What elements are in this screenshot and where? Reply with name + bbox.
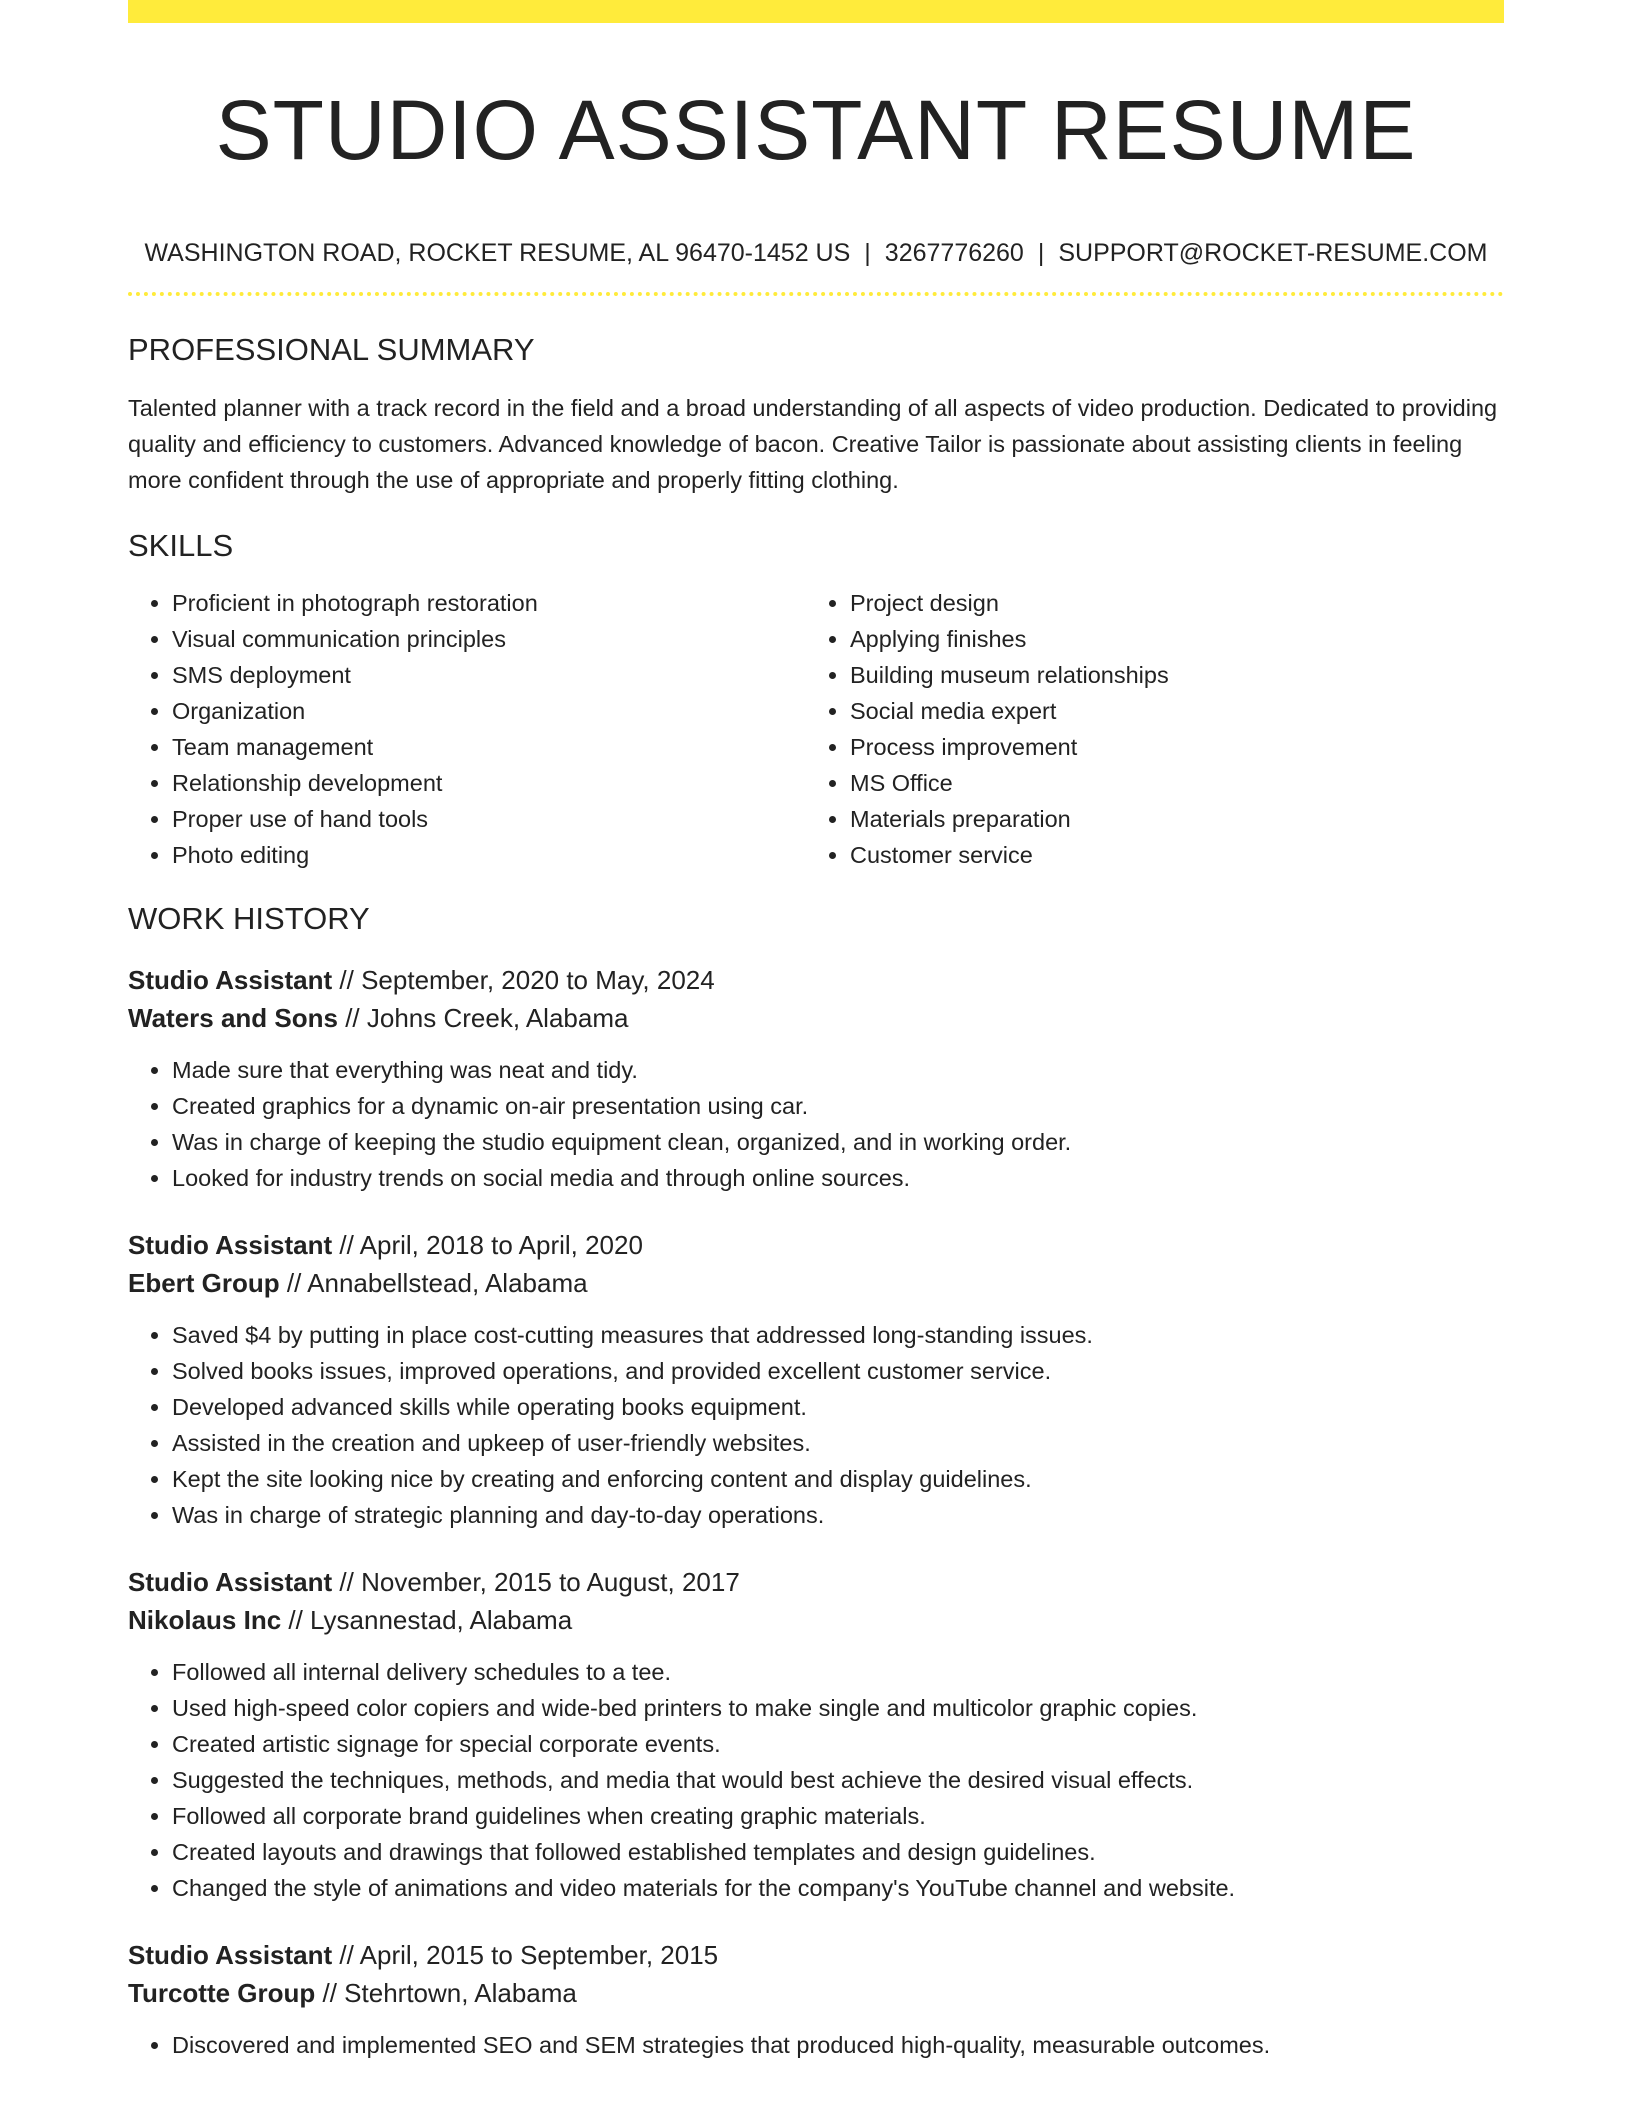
- job-bullet: • Followed all corporate brand guidelines when creating graphic materials.: [172, 1798, 1504, 1834]
- job-dates: // April, 2015 to September, 2015: [339, 1940, 719, 1970]
- job-title: Studio Assistant: [128, 1230, 333, 1260]
- resume-content: [128, 70, 1504, 2063]
- skill-item: • Proficient in photograph restoration: [172, 585, 806, 621]
- contact-address: WASHINGTON ROAD, ROCKET RESUME, AL 96470-1452 US: [144, 239, 851, 267]
- job-title-line: [128, 1936, 1504, 1974]
- contact-line: [128, 236, 1504, 270]
- skill-item: • Proper use of hand tools: [172, 801, 806, 837]
- skill-item: • SMS deployment: [172, 657, 806, 693]
- job-bullet: • Used high-speed color copiers and wide-bed printers to make single and multicolor graphic copies.: [172, 1690, 1504, 1726]
- summary-text: Talented planner with a track record in the field and a broad understanding of all aspects of video production. Dedicated to providing quality and efficiency to customers. Advanced knowledge of bacon. Creative Tailor is passionate about assisting clients in feeling more confident through the use of appropriate and properly fitting clothing.: [128, 395, 1498, 493]
- job-bullet: • Kept the site looking nice by creating and enforcing content and display guidelines.: [172, 1461, 1504, 1497]
- job-bullet: • Saved $4 by putting in place cost-cutting measures that addressed long-standing issues.: [172, 1317, 1504, 1353]
- work-history-heading: WORK HISTORY: [128, 901, 370, 936]
- job-bullet: • Developed advanced skills while operating books equipment.: [172, 1389, 1504, 1425]
- skill-item: • Materials preparation: [850, 801, 1484, 837]
- job-entry: [128, 1226, 1504, 1533]
- contact-separator: |: [1037, 239, 1045, 267]
- job-bullet: • Created graphics for a dynamic on-air presentation using car.: [172, 1088, 1504, 1124]
- accent-bar: [128, 0, 1504, 23]
- job-company-line: [128, 1601, 1504, 1639]
- job-bullets: [128, 1654, 1504, 1906]
- skill-item: • Process improvement: [850, 729, 1484, 765]
- job-bullet: • Assisted in the creation and upkeep of user-friendly websites.: [172, 1425, 1504, 1461]
- job-entry: [128, 1563, 1504, 1906]
- job-dates: // September, 2020 to May, 2024: [339, 965, 715, 995]
- dotted-divider: [128, 292, 1504, 296]
- job-bullet: • Made sure that everything was neat and tidy.: [172, 1052, 1504, 1088]
- job-bullet: • Was in charge of keeping the studio equipment clean, organized, and in working order.: [172, 1124, 1504, 1160]
- job-company-line: [128, 1974, 1504, 2012]
- job-title-line: [128, 961, 1504, 999]
- job-bullet: • Followed all internal delivery schedules to a tee.: [172, 1654, 1504, 1690]
- skills-columns: [128, 585, 1504, 873]
- job-company-line: [128, 999, 1504, 1037]
- job-company: Turcotte Group: [128, 1978, 316, 2008]
- job-dates: // April, 2018 to April, 2020: [339, 1230, 643, 1260]
- skill-item: • Social media expert: [850, 693, 1484, 729]
- skill-item: • Organization: [172, 693, 806, 729]
- job-bullet: • Changed the style of animations and video materials for the company's YouTube channel and website.: [172, 1870, 1504, 1906]
- contact-email[interactable]: SUPPORT@ROCKET-RESUME.COM: [1058, 239, 1488, 267]
- contact-phone: 3267776260: [884, 239, 1024, 267]
- job-bullet: • Looked for industry trends on social media and through online sources.: [172, 1160, 1504, 1196]
- contact-separator: |: [864, 239, 871, 267]
- job-company: Ebert Group: [128, 1268, 280, 1298]
- job-bullets: [128, 1052, 1504, 1196]
- job-company: Waters and Sons: [128, 1003, 338, 1033]
- job-bullet: • Created layouts and drawings that followed established templates and design guidelines.: [172, 1834, 1504, 1870]
- job-title-line: [128, 1226, 1504, 1264]
- skill-item: • Applying finishes: [850, 621, 1484, 657]
- skill-item: • Visual communication principles: [172, 621, 806, 657]
- skills-list-right: [806, 585, 1484, 873]
- resume-title: STUDIO ASSISTANT RESUME: [215, 83, 1417, 177]
- job-bullets: [128, 2027, 1504, 2063]
- skill-item: • Project design: [850, 585, 1484, 621]
- skills-list-left: [128, 585, 806, 873]
- job-title: Studio Assistant: [128, 1940, 333, 1970]
- job-bullet: • Suggested the techniques, methods, and media that would best achieve the desired visual effects.: [172, 1762, 1504, 1798]
- skill-item: • MS Office: [850, 765, 1484, 801]
- job-bullet: • Was in charge of strategic planning and day-to-day operations.: [172, 1497, 1504, 1533]
- skill-item: • Team management: [172, 729, 806, 765]
- job-bullet: • Created artistic signage for special corporate events.: [172, 1726, 1504, 1762]
- job-bullet: • Solved books issues, improved operations, and provided excellent customer service.: [172, 1353, 1504, 1389]
- summary-heading: PROFESSIONAL SUMMARY: [128, 332, 535, 367]
- job-location: // Lysannestad, Alabama: [288, 1605, 573, 1635]
- skill-item: • Customer service: [850, 837, 1484, 873]
- job-location: // Johns Creek, Alabama: [345, 1003, 629, 1033]
- job-dates: // November, 2015 to August, 2017: [339, 1567, 740, 1597]
- job-company-line: [128, 1264, 1504, 1302]
- job-title: Studio Assistant: [128, 1567, 333, 1597]
- job-bullet: • Discovered and implemented SEO and SEM strategies that produced high-quality, measurable outcomes.: [172, 2027, 1504, 2063]
- skills-heading: SKILLS: [128, 528, 234, 563]
- job-company: Nikolaus Inc: [128, 1605, 282, 1635]
- job-bullets: [128, 1317, 1504, 1533]
- job-title-line: [128, 1563, 1504, 1601]
- job-location: // Stehrtown, Alabama: [322, 1978, 577, 2008]
- job-title: Studio Assistant: [128, 965, 333, 995]
- job-entry: [128, 1936, 1504, 2063]
- skill-item: • Relationship development: [172, 765, 806, 801]
- skill-item: • Photo editing: [172, 837, 806, 873]
- skill-item: • Building museum relationships: [850, 657, 1484, 693]
- job-location: // Annabellstead, Alabama: [286, 1268, 588, 1298]
- job-entry: [128, 961, 1504, 1196]
